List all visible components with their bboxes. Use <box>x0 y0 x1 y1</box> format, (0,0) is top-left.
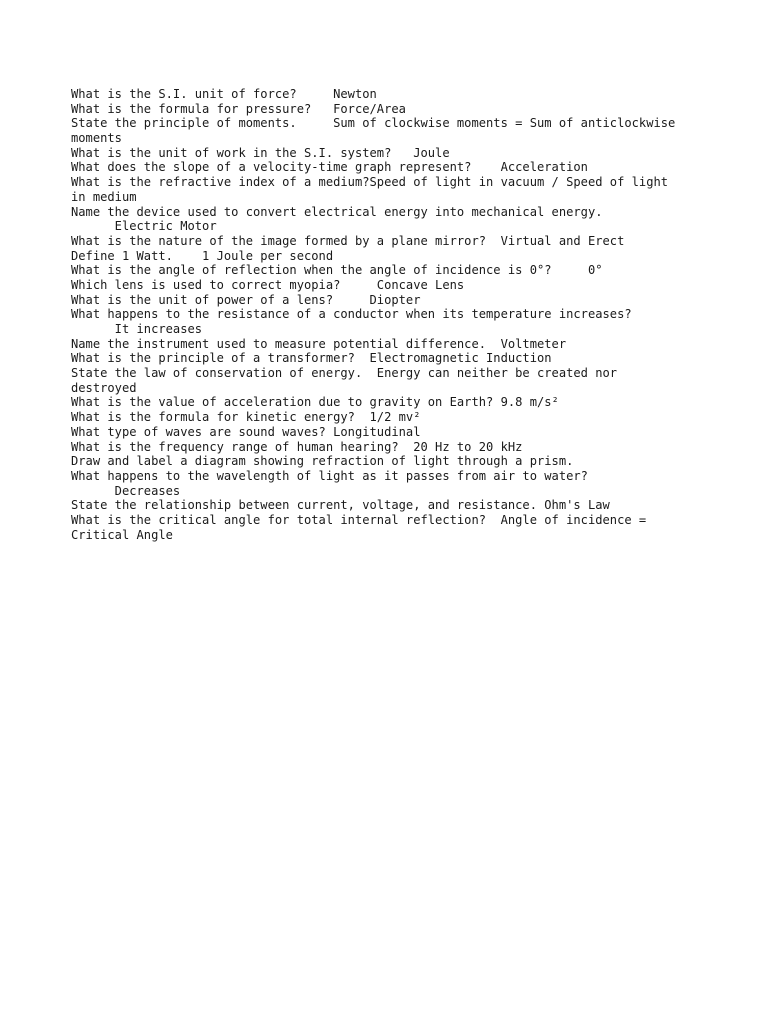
text-line: What is the formula for kinetic energy? 1/2 mv² <box>71 410 421 425</box>
text-line: Which lens is used to correct myopia? Concave Lens <box>71 277 465 292</box>
text-line: What is the value of acceleration due to gravity on Earth? 9.8 m/s² <box>71 395 559 410</box>
text-line: Decreases <box>71 483 181 498</box>
text-line: Critical Angle <box>71 527 173 542</box>
text-line: What type of waves are sound waves? Longitudinal <box>71 424 421 439</box>
text-line: State the principle of moments. Sum of clockwise moments = Sum of anticlockwise <box>71 116 676 131</box>
text-line: What is the unit of power of a lens? Diopter <box>71 292 421 307</box>
text-line: State the relationship between current, voltage, and resistance. Ohm's Law <box>71 498 610 513</box>
text-line: What is the formula for pressure? Force/Area <box>71 101 406 116</box>
text-line: It increases <box>71 322 203 336</box>
text-line: What is the critical angle for total internal reflection? Angle of incidence = <box>71 512 647 527</box>
document-body <box>71 87 701 542</box>
text-line: Define 1 Watt. 1 Joule per second <box>71 248 334 263</box>
text-line: State the law of conservation of energy. Energy can neither be created nor <box>71 366 618 381</box>
text-line: What is the S.I. unit of force? Newton <box>71 87 377 101</box>
text-line: What is the unit of work in the S.I. system? Joule <box>71 145 450 160</box>
text-line: What is the angle of reflection when the angle of incidence is 0°? 0° <box>71 263 603 278</box>
text-line: Name the instrument used to measure potential difference. Voltmeter <box>71 336 567 351</box>
text-line: moments <box>71 131 122 146</box>
text-line: What happens to the resistance of a conductor when its temperature increases? <box>71 307 632 322</box>
text-line: What does the slope of a velocity-time graph represent? Acceleration <box>71 160 588 175</box>
text-line: Name the device used to convert electrical energy into mechanical energy. <box>71 204 603 219</box>
text-line: What is the nature of the image formed by a plane mirror? Virtual and Erect <box>71 233 625 248</box>
text-line: in medium <box>71 189 137 204</box>
text-line: What happens to the wavelength of light as it passes from air to water? <box>71 468 588 483</box>
text-line: destroyed <box>71 380 137 395</box>
text-line: What is the frequency range of human hearing? 20 Hz to 20 kHz <box>71 439 523 454</box>
text-line: Electric Motor <box>71 219 217 234</box>
text-line: Draw and label a diagram showing refraction of light through a prism. <box>71 454 574 469</box>
text-line: What is the principle of a transformer? Electromagnetic Induction <box>71 351 552 366</box>
text-line: What is the refractive index of a medium?Speed of light in vacuum / Speed of light <box>71 175 669 190</box>
